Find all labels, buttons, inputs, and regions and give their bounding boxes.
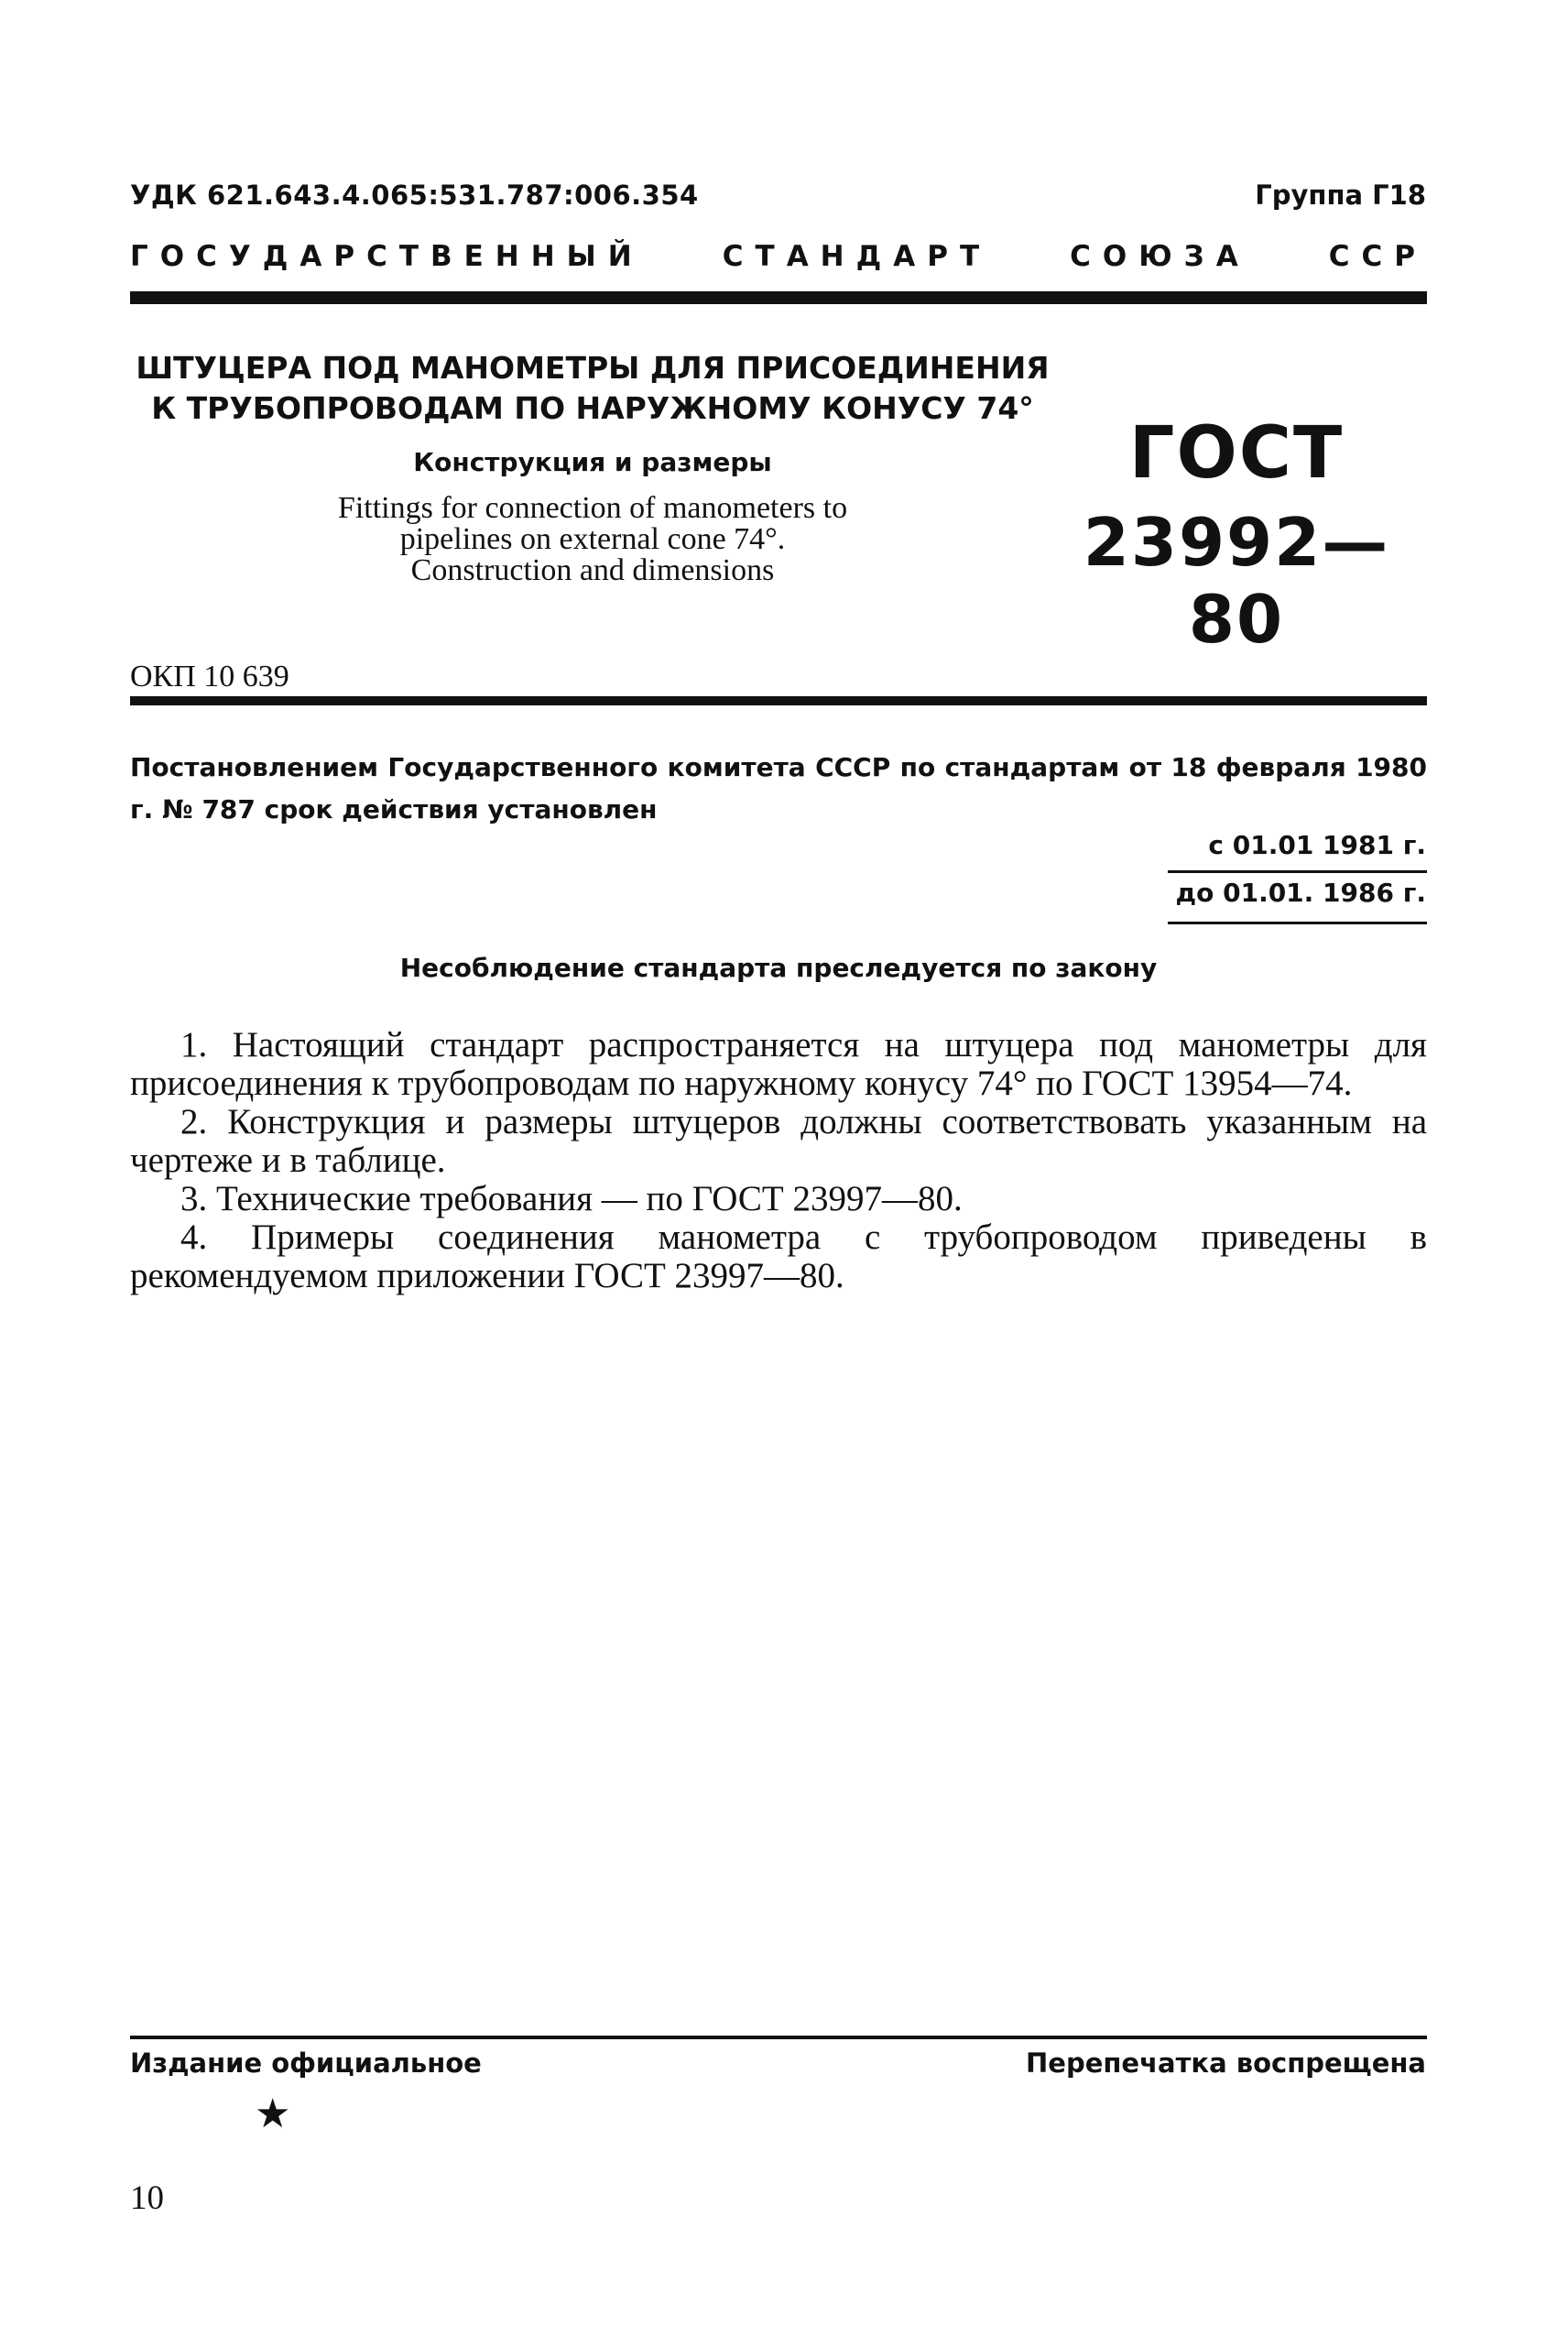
footer-rule (130, 2036, 1427, 2039)
official-edition-note: Издание официальное (130, 2048, 482, 2079)
gost-number: 23992—80 (1083, 504, 1390, 658)
date-from-rule (1168, 870, 1427, 873)
clause-3: 3. Технические требования — по ГОСТ 23997—80. (180, 1179, 963, 1218)
group-code: Группа Г18 (1255, 180, 1426, 211)
title-en-line-3: Construction and dimensions (410, 553, 775, 587)
state-standard-word-3: СОЮЗА (1070, 240, 1250, 273)
clause-2: 2. Конструкция и размеры штуцеров должны соответствовать указанным на чертеже и в таблице. (130, 1102, 1427, 1180)
subtitle-russian: Конструкция и размеры (413, 447, 772, 477)
date-to-rule (1168, 922, 1427, 924)
header-rule (130, 291, 1427, 304)
title-english (130, 493, 1055, 586)
legal-warning: Несоблюдение стандарта преследуется по закону (399, 953, 1158, 983)
clause-1: 1. Настоящий стандарт распространяется на штуцера под манометры для присоединения к трубопроводам по наружному конусу 74° по ГОСТ 13954—74. (130, 1025, 1427, 1103)
title-en-line-2: pipelines on external cone 74°. (399, 522, 786, 556)
title-russian (130, 348, 1055, 429)
title-ru-line-2: К ТРУБОПРОВОДАМ ПО НАРУЖНОМУ КОНУСУ 74° (151, 390, 1034, 426)
state-standard-heading (130, 240, 1427, 273)
body-text (130, 1026, 1427, 1295)
title-ru-line-1: ШТУЦЕРА ПОД МАНОМЕТРЫ ДЛЯ ПРИСОЕДИНЕНИЯ (136, 350, 1050, 386)
okp-code: ОКП 10 639 (130, 660, 289, 693)
udk-code: УДК 621.643.4.065:531.787:006.354 (130, 180, 699, 211)
okp-rule (130, 696, 1427, 705)
title-en-line-1: Fittings for connection of manometers to (337, 491, 848, 525)
gost-label: ГОСТ (1128, 412, 1345, 495)
valid-from-date: с 01.01 1981 г. (1208, 830, 1426, 860)
clause-4: 4. Примеры соединения манометра с трубопроводом приведены в рекомендуемом приложении ГОСТ 23997—80. (130, 1218, 1427, 1295)
state-standard-word-1: ГОСУДАРСТВЕННЫЙ (130, 240, 644, 273)
state-standard-word-4: ССР (1328, 240, 1427, 273)
page-number: 10 (130, 2179, 164, 2217)
valid-to-date: до 01.01. 1986 г. (1175, 878, 1426, 908)
state-standard-word-2: СТАНДАРТ (722, 240, 992, 273)
reprint-prohibited-note: Перепечатка воспрещена (1026, 2048, 1426, 2079)
star-icon: ★ (255, 2091, 291, 2137)
decree-text: Постановлением Государственного комитета СССР по стандартам от 18 февраля 1980 г. № 787 срок действия установлен (130, 752, 1427, 824)
